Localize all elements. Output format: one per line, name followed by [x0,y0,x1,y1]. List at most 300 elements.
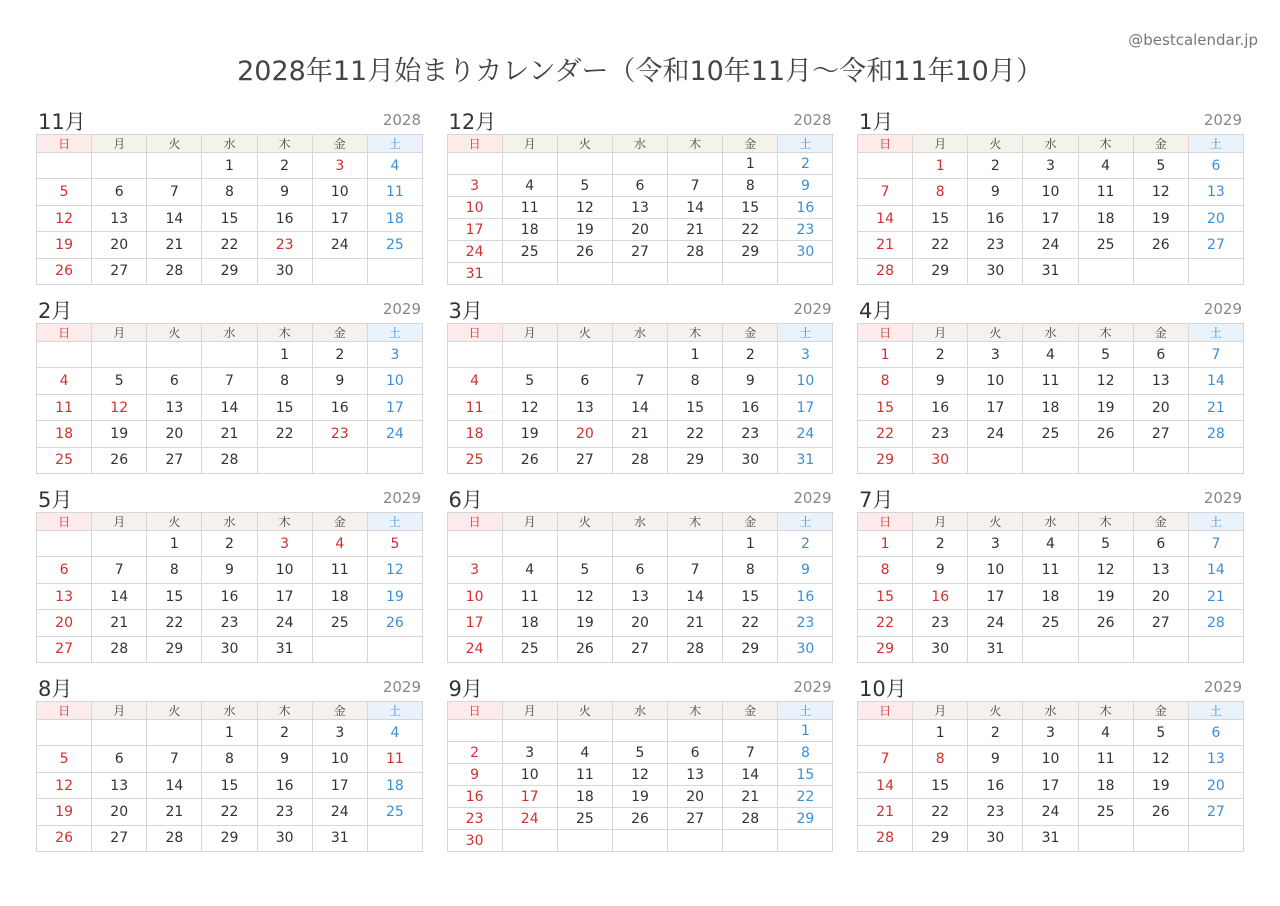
day-cell: 27 [1134,610,1189,636]
day-cell: 14 [147,206,202,232]
empty-day-cell [668,531,723,557]
weekday-label: 木 [1079,324,1134,342]
day-cell: 12 [1079,368,1134,394]
week-row [448,830,834,852]
empty-day-cell [778,263,833,285]
day-cell: 11 [558,764,613,786]
day-cell: 15 [668,395,723,421]
week-row [448,764,834,786]
week-row [448,197,834,219]
day-cell: 11 [1023,557,1078,583]
day-cell: 21 [858,799,913,825]
day-cell: 4 [368,720,423,746]
empty-day-cell [558,720,613,742]
day-cell: 25 [1023,610,1078,636]
day-cell: 22 [723,610,778,636]
month-name: 5月 [38,488,73,512]
empty-day-cell [37,342,92,368]
week-row [37,395,423,421]
day-cell: 20 [1134,584,1189,610]
day-cell: 2 [968,153,1023,179]
week-row [858,232,1244,258]
day-cell: 14 [668,584,723,610]
day-cell: 8 [668,368,723,394]
empty-day-cell [1023,448,1078,474]
day-cell: 2 [448,742,503,764]
day-cell: 13 [613,584,668,610]
month-header [857,106,1244,134]
day-cell: 11 [368,746,423,772]
weekday-label: 火 [558,513,613,531]
empty-day-cell [37,720,92,746]
day-cell: 25 [448,448,503,474]
week-row [448,808,834,830]
day-cell: 16 [313,395,368,421]
weekday-label: 水 [202,324,257,342]
week-row [37,448,423,474]
day-cell: 24 [503,808,558,830]
day-cell: 23 [913,610,968,636]
day-cell: 5 [503,368,558,394]
day-cell: 17 [448,219,503,241]
day-cell: 7 [723,742,778,764]
empty-day-cell [313,448,368,474]
month-header [36,484,423,512]
weekday-label: 土 [368,702,423,720]
empty-day-cell [448,531,503,557]
day-cell: 16 [258,206,313,232]
day-cell: 14 [92,584,147,610]
day-cell: 1 [778,720,833,742]
weekday-header-row [37,135,423,153]
day-cell: 5 [613,742,668,764]
day-cell: 28 [668,637,723,663]
empty-day-cell [558,342,613,368]
weekday-label: 土 [778,513,833,531]
day-cell: 29 [202,826,257,852]
day-cell: 24 [778,421,833,447]
day-cell: 14 [147,773,202,799]
month-calendar [447,484,834,673]
day-cell: 25 [1023,421,1078,447]
weekday-header-row [448,135,834,153]
day-cell: 12 [558,584,613,610]
day-cell: 21 [147,799,202,825]
day-cell: 23 [202,610,257,636]
day-cell: 15 [858,584,913,610]
day-cell: 1 [723,153,778,175]
weekday-header-row [858,324,1244,342]
month-name: 7月 [859,488,894,512]
month-year: 2029 [793,300,832,318]
month-table [36,512,423,663]
day-cell: 20 [37,610,92,636]
day-cell: 26 [613,808,668,830]
week-row [37,557,423,583]
week-row [858,153,1244,179]
day-cell: 9 [778,175,833,197]
day-cell: 26 [1134,799,1189,825]
week-row [448,263,834,285]
day-cell: 20 [613,610,668,636]
calendar-grid [36,106,1244,862]
day-cell: 4 [1023,531,1078,557]
day-cell: 13 [147,395,202,421]
day-cell: 6 [147,368,202,394]
empty-day-cell [147,720,202,746]
weekday-label: 木 [668,513,723,531]
day-cell: 28 [92,637,147,663]
day-cell: 13 [668,764,723,786]
day-cell: 21 [92,610,147,636]
week-row [448,584,834,610]
day-cell: 30 [258,826,313,852]
day-cell: 8 [202,179,257,205]
weekday-label: 土 [778,324,833,342]
day-cell: 31 [313,826,368,852]
day-cell: 24 [1023,232,1078,258]
month-name: 12月 [448,110,497,134]
day-cell: 27 [92,826,147,852]
weekday-label: 土 [368,135,423,153]
day-cell: 10 [1023,746,1078,772]
day-cell: 6 [1189,153,1244,179]
month-year: 2028 [382,111,421,129]
day-cell: 3 [313,153,368,179]
day-cell: 19 [503,421,558,447]
day-cell: 7 [1189,342,1244,368]
weekday-header-row [858,702,1244,720]
weekday-label: 金 [1134,135,1189,153]
day-cell: 10 [368,368,423,394]
month-calendar [857,106,1244,295]
day-cell: 27 [37,637,92,663]
weekday-header-row [858,135,1244,153]
month-name: 9月 [448,677,483,701]
empty-day-cell [1079,259,1134,285]
week-row [858,179,1244,205]
day-cell: 18 [1023,584,1078,610]
day-cell: 4 [1023,342,1078,368]
day-cell: 11 [37,395,92,421]
empty-day-cell [1134,259,1189,285]
week-row [858,746,1244,772]
weekday-label: 日 [37,135,92,153]
weekday-header-row [37,513,423,531]
week-row [858,448,1244,474]
day-cell: 3 [448,175,503,197]
weekday-label: 火 [968,513,1023,531]
day-cell: 10 [313,746,368,772]
day-cell: 28 [723,808,778,830]
day-cell: 15 [147,584,202,610]
day-cell: 11 [503,584,558,610]
day-cell: 24 [368,421,423,447]
week-row [858,826,1244,852]
day-cell: 13 [1134,557,1189,583]
month-year: 2028 [793,111,832,129]
week-row [37,610,423,636]
day-cell: 19 [37,232,92,258]
weekday-label: 水 [613,513,668,531]
day-cell: 13 [1189,746,1244,772]
month-header [857,673,1244,701]
day-cell: 24 [313,232,368,258]
weekday-label: 木 [258,702,313,720]
day-cell: 19 [92,421,147,447]
empty-day-cell [368,259,423,285]
day-cell: 30 [202,637,257,663]
day-cell: 2 [723,342,778,368]
week-row [448,742,834,764]
day-cell: 30 [258,259,313,285]
day-cell: 22 [202,232,257,258]
week-row [858,531,1244,557]
weekday-label: 月 [92,702,147,720]
week-row [858,720,1244,746]
day-cell: 4 [368,153,423,179]
month-year: 2029 [793,678,832,696]
month-calendar [857,295,1244,484]
day-cell: 16 [968,206,1023,232]
day-cell: 24 [448,241,503,263]
day-cell: 31 [1023,826,1078,852]
day-cell: 20 [92,232,147,258]
weekday-label: 月 [913,324,968,342]
month-table [857,512,1244,663]
day-cell: 21 [147,232,202,258]
day-cell: 18 [1023,395,1078,421]
week-row [858,637,1244,663]
week-row [448,610,834,636]
month-year: 2029 [382,300,421,318]
day-cell: 10 [968,368,1023,394]
day-cell: 19 [368,584,423,610]
day-cell: 29 [668,448,723,474]
day-cell: 15 [723,584,778,610]
day-cell: 12 [37,773,92,799]
day-cell: 29 [913,259,968,285]
weekday-label: 水 [202,135,257,153]
day-cell: 25 [558,808,613,830]
day-cell: 31 [968,637,1023,663]
day-cell: 22 [147,610,202,636]
week-row [37,531,423,557]
day-cell: 13 [613,197,668,219]
week-row [37,232,423,258]
month-year: 2029 [1203,300,1242,318]
day-cell: 1 [913,720,968,746]
day-cell: 23 [968,799,1023,825]
day-cell: 5 [368,531,423,557]
empty-day-cell [147,153,202,179]
day-cell: 1 [202,153,257,179]
weekday-label: 木 [258,324,313,342]
weekday-label: 土 [1189,324,1244,342]
weekday-label: 金 [723,702,778,720]
day-cell: 30 [723,448,778,474]
day-cell: 11 [1079,179,1134,205]
week-row [37,153,423,179]
day-cell: 13 [1134,368,1189,394]
day-cell: 22 [858,610,913,636]
day-cell: 18 [313,584,368,610]
day-cell: 17 [968,584,1023,610]
day-cell: 18 [503,219,558,241]
week-row [858,259,1244,285]
empty-day-cell [613,342,668,368]
day-cell: 28 [147,259,202,285]
day-cell: 12 [1134,746,1189,772]
week-row [448,637,834,663]
day-cell: 8 [258,368,313,394]
day-cell: 27 [668,808,723,830]
day-cell: 27 [1189,232,1244,258]
empty-day-cell [1079,637,1134,663]
day-cell: 2 [778,153,833,175]
day-cell: 19 [1134,206,1189,232]
day-cell: 6 [558,368,613,394]
day-cell: 8 [778,742,833,764]
month-header [447,295,834,323]
day-cell: 2 [778,531,833,557]
day-cell: 4 [1079,720,1134,746]
empty-day-cell [668,830,723,852]
empty-day-cell [92,720,147,746]
day-cell: 12 [503,395,558,421]
month-table [857,323,1244,474]
weekday-label: 土 [778,702,833,720]
day-cell: 28 [613,448,668,474]
day-cell: 6 [92,746,147,772]
empty-day-cell [858,720,913,746]
weekday-label: 木 [668,324,723,342]
empty-day-cell [1023,637,1078,663]
weekday-header-row [448,513,834,531]
day-cell: 27 [92,259,147,285]
day-cell: 23 [913,421,968,447]
day-cell: 11 [503,197,558,219]
weekday-label: 土 [1189,702,1244,720]
day-cell: 28 [668,241,723,263]
day-cell: 6 [668,742,723,764]
empty-day-cell [448,153,503,175]
month-header [447,484,834,512]
month-name: 2月 [38,299,73,323]
day-cell: 21 [613,421,668,447]
page-title: 2028年11月始まりカレンダー（令和10年11月〜令和11年10月） [237,56,1043,87]
day-cell: 6 [613,175,668,197]
day-cell: 21 [202,421,257,447]
day-cell: 23 [723,421,778,447]
weekday-label: 水 [613,135,668,153]
day-cell: 15 [913,773,968,799]
empty-day-cell [1189,637,1244,663]
week-row [448,153,834,175]
empty-day-cell [1134,637,1189,663]
day-cell: 5 [92,368,147,394]
weekday-header-row [37,324,423,342]
empty-day-cell [1134,448,1189,474]
day-cell: 9 [778,557,833,583]
weekday-label: 金 [1134,513,1189,531]
day-cell: 20 [1134,395,1189,421]
empty-day-cell [1189,826,1244,852]
day-cell: 28 [147,826,202,852]
day-cell: 24 [448,637,503,663]
day-cell: 2 [968,720,1023,746]
month-year: 2029 [382,489,421,507]
empty-day-cell [723,720,778,742]
day-cell: 5 [37,746,92,772]
day-cell: 8 [913,746,968,772]
day-cell: 18 [37,421,92,447]
day-cell: 30 [448,830,503,852]
empty-day-cell [668,720,723,742]
weekday-label: 土 [1189,513,1244,531]
weekday-label: 火 [147,135,202,153]
day-cell: 28 [202,448,257,474]
month-year: 2029 [382,678,421,696]
day-cell: 5 [558,175,613,197]
week-row [37,368,423,394]
day-cell: 23 [258,232,313,258]
day-cell: 1 [858,342,913,368]
day-cell: 9 [968,746,1023,772]
empty-day-cell [558,531,613,557]
day-cell: 13 [558,395,613,421]
weekday-label: 火 [968,324,1023,342]
week-row [448,421,834,447]
empty-day-cell [368,637,423,663]
day-cell: 26 [1079,421,1134,447]
day-cell: 17 [503,786,558,808]
day-cell: 9 [913,368,968,394]
week-row [448,241,834,263]
week-row [448,531,834,557]
day-cell: 9 [258,746,313,772]
day-cell: 6 [92,179,147,205]
month-table [36,701,423,852]
day-cell: 13 [37,584,92,610]
day-cell: 20 [1189,206,1244,232]
week-row [37,799,423,825]
weekday-label: 水 [613,324,668,342]
day-cell: 12 [92,395,147,421]
day-cell: 7 [858,746,913,772]
month-calendar [447,106,834,295]
day-cell: 9 [202,557,257,583]
week-row [37,637,423,663]
empty-day-cell [503,720,558,742]
month-name: 10月 [859,677,907,701]
day-cell: 24 [313,799,368,825]
day-cell: 16 [258,773,313,799]
weekday-label: 月 [503,702,558,720]
day-cell: 22 [668,421,723,447]
day-cell: 23 [778,610,833,636]
day-cell: 16 [913,584,968,610]
day-cell: 18 [558,786,613,808]
day-cell: 13 [92,773,147,799]
day-cell: 2 [258,720,313,746]
day-cell: 22 [778,786,833,808]
day-cell: 16 [448,786,503,808]
day-cell: 6 [613,557,668,583]
day-cell: 28 [1189,610,1244,636]
week-row [37,720,423,746]
day-cell: 8 [858,557,913,583]
